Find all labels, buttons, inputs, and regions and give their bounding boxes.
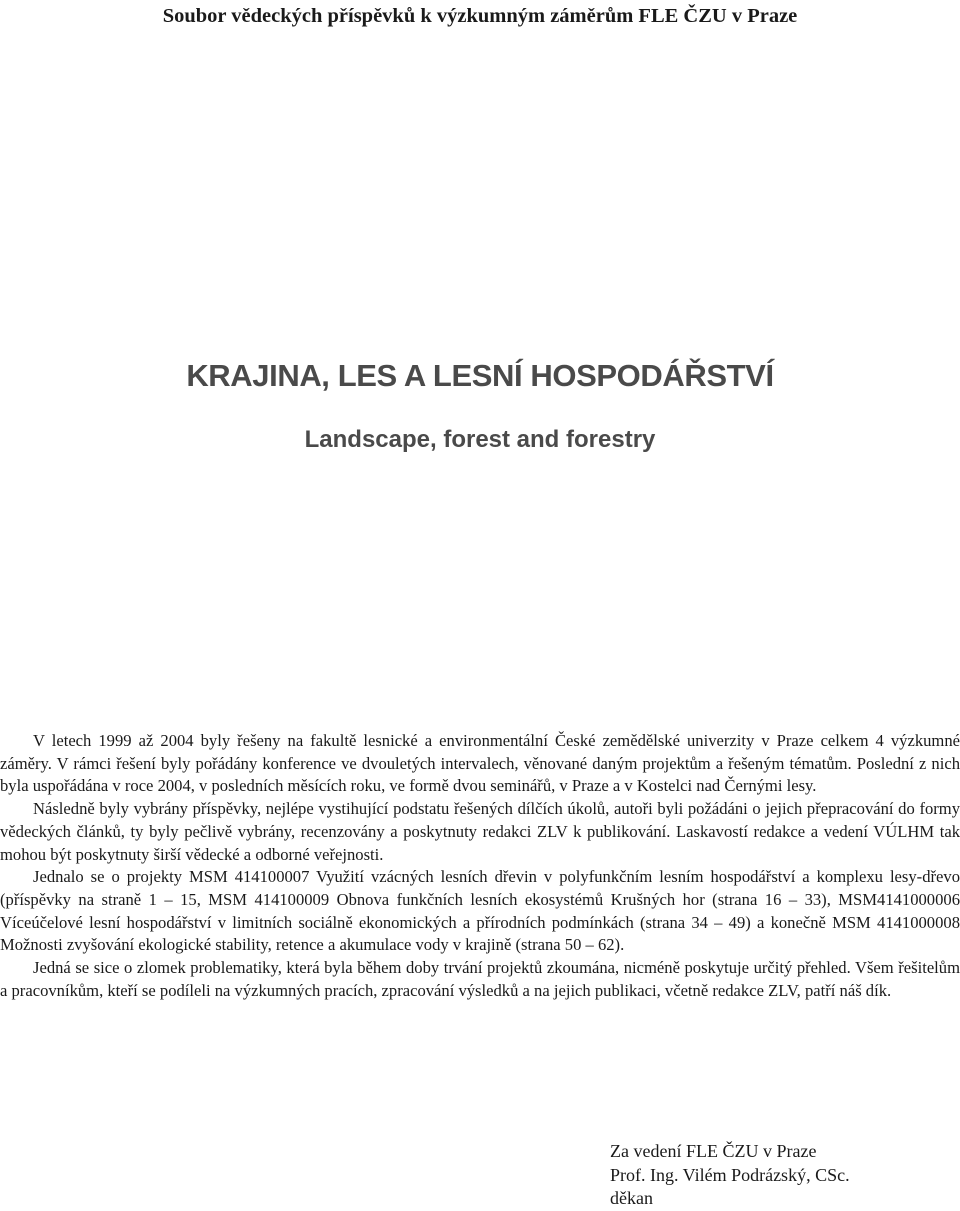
signature-role: děkan — [610, 1188, 653, 1208]
signature-name: Prof. Ing. Vilém Podrázský, CSc. — [610, 1164, 850, 1185]
running-header: Soubor vědeckých příspěvků k výzkumným záměrům FLE ČZU v Praze — [162, 5, 798, 27]
paragraph-projects: Jednalo se o projekty MSM 414100007 Využití vzácných lesních dřevin v polyfunkčním lesním hospodářství a komplexu lesy-dřevo (příspěvky na straně 1 – 15, MSM 414100009 Obnova funkčních lesních ekosystémů Krušných hor (strana 16 – 33), MSM4141000006 Víceúčelové lesní hospodářství v limitních sociálně ekonomických a přírodních podmínkách (strana 34 – 49) a konečně MSM 4141000008 Možnosti zvyšování ekologické stability, retence a akumulace vody v krajině (strana 50 – 62). — [0, 867, 960, 955]
paragraph-closing: Jedná se sice o zlomek problematiky, která byla během doby trvání projektů zkoumána, nicméně poskytuje určitý přehled. Všem řešitelům a pracovníkům, kteří se podíleli na výzkumných pracích, zpracování výsledků a na jejich publikaci, včetně redakce ZLV, patří náš dík. — [0, 958, 960, 1000]
paragraph-selection: Následně byly vybrány příspěvky, nejlépe vystihující podstatu řešených dílčích úkolů, autoři byli požádáni o jejich přepracování do formy vědeckých článků, ty byly pečlivě vybrány, recenzovány a poskytnuty redakci ZLV k publikování. Laskavostí redakce a vedení VÚLHM tak mohou být poskytnuty širší vědecké a odborné veřejnosti. — [0, 799, 960, 864]
signature-affiliation: Za vedení FLE ČZU v Praze — [610, 1141, 817, 1161]
signature-block — [610, 1140, 850, 1211]
body-text — [0, 730, 960, 1002]
page-subtitle: Landscape, forest and forestry — [304, 426, 656, 453]
paragraph-intro: V letech 1999 až 2004 byly řešeny na fakultě lesnické a environmentální České zemědělské univerzity v Praze celkem 4 výzkumné záměry. V rámci řešení byly pořádány konference ve dvouletých intervalech, věnované daným projektům a řešeným tématům. Poslední z nich byla uspořádána v roce 2004, v posledních měsících roku, ve formě dvou seminářů, v Praze a v Kostelci nad Černými lesy. — [0, 731, 960, 796]
page-title: KRAJINA, LES A LESNÍ HOSPODÁŘSTVÍ — [186, 358, 774, 393]
